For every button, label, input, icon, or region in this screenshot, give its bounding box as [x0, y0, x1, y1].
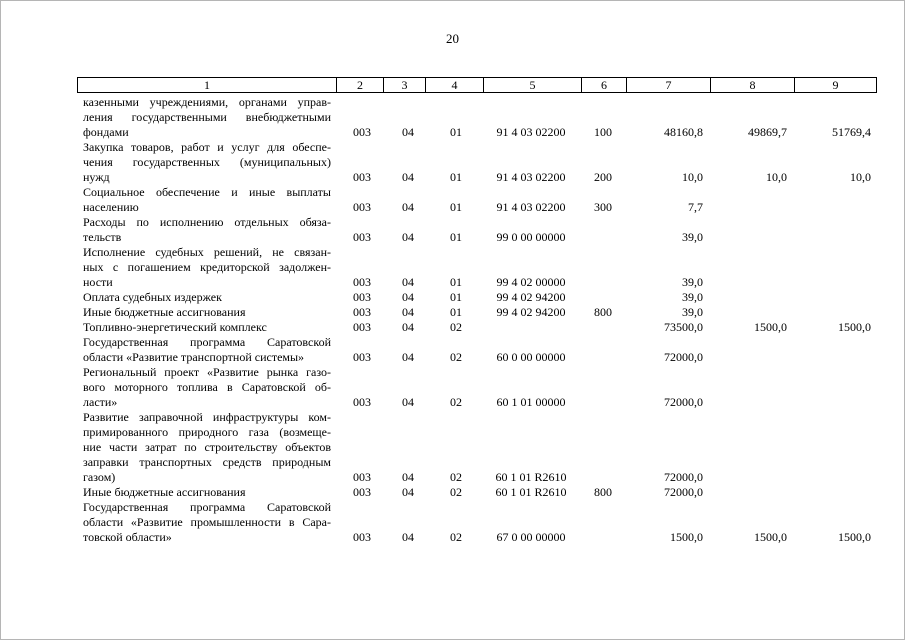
- table-row: [0, 410, 905, 485]
- cell-col-7: 39,0: [682, 305, 703, 319]
- cell-col-3: 04: [402, 350, 414, 364]
- cell-col-7: 72000,0: [664, 350, 703, 364]
- description-line: населению: [83, 200, 139, 214]
- page-number: 20: [446, 31, 459, 46]
- table-row: [0, 320, 905, 335]
- description-line: области «Развитие транспортной системы»: [83, 350, 305, 364]
- cell-col-2: 003: [353, 320, 371, 334]
- description-line: ности: [83, 275, 113, 289]
- description-line: Закупка товаров, работ и услуг для обеспе-: [83, 140, 331, 154]
- cell-col-3: 04: [402, 470, 414, 484]
- cell-col-2: 003: [353, 530, 371, 544]
- cell-col-5: 99 0 00 00000: [496, 230, 566, 244]
- cell-col-6: 100: [594, 125, 612, 139]
- header-col-6: 6: [581, 78, 626, 92]
- row-description: [83, 320, 331, 335]
- description-line: чения государственных (муниципальных): [83, 155, 331, 169]
- description-line: товской области»: [83, 530, 172, 544]
- table-row: [0, 140, 905, 185]
- cell-col-7: 39,0: [682, 290, 703, 304]
- cell-col-4: 02: [450, 485, 462, 499]
- cell-col-4: 02: [450, 350, 462, 364]
- cell-col-4: 02: [450, 470, 462, 484]
- row-description: [83, 290, 331, 305]
- cell-col-4: 01: [450, 170, 462, 184]
- description-line: газом): [83, 470, 116, 484]
- cell-col-2: 003: [353, 125, 371, 139]
- cell-col-8: 49869,7: [748, 125, 787, 139]
- table-row: [0, 365, 905, 410]
- cell-col-2: 003: [353, 170, 371, 184]
- row-description: [83, 215, 331, 245]
- table-row: [0, 305, 905, 320]
- description-line: ласти»: [83, 395, 118, 409]
- row-description: [83, 95, 331, 140]
- cell-col-7: 48160,8: [664, 125, 703, 139]
- table-row: [0, 335, 905, 365]
- cell-col-7: 1500,0: [670, 530, 703, 544]
- cell-col-4: 01: [450, 275, 462, 289]
- cell-col-6: 200: [594, 170, 612, 184]
- table-header: [77, 77, 877, 93]
- cell-col-3: 04: [402, 125, 414, 139]
- cell-col-3: 04: [402, 290, 414, 304]
- cell-col-4: 02: [450, 320, 462, 334]
- cell-col-3: 04: [402, 395, 414, 409]
- cell-col-2: 003: [353, 305, 371, 319]
- cell-col-5: 91 4 03 02200: [496, 200, 566, 214]
- description-line: ние части затрат по строительству объектов: [83, 440, 331, 454]
- description-line: ных с погашением кредиторской задолжен-: [83, 260, 331, 274]
- cell-col-9: 51769,4: [832, 125, 871, 139]
- cell-col-2: 003: [353, 275, 371, 289]
- cell-col-4: 01: [450, 230, 462, 244]
- description-line: Развитие заправочной инфраструктуры ком-: [83, 410, 331, 424]
- cell-col-3: 04: [402, 485, 414, 499]
- cell-col-4: 02: [450, 395, 462, 409]
- cell-col-7: 73500,0: [664, 320, 703, 334]
- cell-col-3: 04: [402, 200, 414, 214]
- cell-col-2: 003: [353, 395, 371, 409]
- header-col-2: 2: [336, 78, 383, 92]
- description-line: области «Развитие промышленности в Сара-: [83, 515, 331, 529]
- description-line: Расходы по исполнению отдельных обяза-: [83, 215, 331, 229]
- row-description: [83, 245, 331, 290]
- table-row: [0, 215, 905, 245]
- cell-col-7: 72000,0: [664, 485, 703, 499]
- cell-col-2: 003: [353, 200, 371, 214]
- cell-col-9: 10,0: [850, 170, 871, 184]
- description-line: Иные бюджетные ассигнования: [83, 305, 246, 319]
- cell-col-8: 1500,0: [754, 320, 787, 334]
- cell-col-5: 91 4 03 02200: [496, 125, 566, 139]
- description-line: Государственная программа Саратовской: [83, 500, 331, 514]
- cell-col-3: 04: [402, 230, 414, 244]
- cell-col-8: 10,0: [766, 170, 787, 184]
- cell-col-2: 003: [353, 230, 371, 244]
- cell-col-2: 003: [353, 290, 371, 304]
- table-row: [0, 485, 905, 500]
- header-col-9: 9: [794, 78, 876, 92]
- header-col-5: 5: [483, 78, 581, 92]
- cell-col-5: 60 1 01 R2610: [495, 485, 567, 499]
- description-line: Оплата судебных издержек: [83, 290, 222, 304]
- description-line: заправки транспортных средств природным: [83, 455, 331, 469]
- cell-col-5: 99 4 02 94200: [496, 290, 566, 304]
- row-description: [83, 305, 331, 320]
- row-description: [83, 500, 331, 545]
- cell-col-7: 72000,0: [664, 395, 703, 409]
- cell-col-4: 01: [450, 200, 462, 214]
- cell-col-4: 01: [450, 305, 462, 319]
- description-line: казенными учреждениями, органами управ-: [83, 95, 331, 109]
- row-description: [83, 140, 331, 185]
- cell-col-7: 39,0: [682, 275, 703, 289]
- cell-col-5: 67 0 00 00000: [496, 530, 566, 544]
- cell-col-7: 10,0: [682, 170, 703, 184]
- description-line: Иные бюджетные ассигнования: [83, 485, 246, 499]
- row-description: [83, 335, 331, 365]
- cell-col-8: 1500,0: [754, 530, 787, 544]
- description-line: вого моторного топлива в Саратовской об-: [83, 380, 331, 394]
- cell-col-9: 1500,0: [838, 320, 871, 334]
- description-line: Социальное обеспечение и иные выплаты: [83, 185, 331, 199]
- header-col-1: 1: [204, 78, 210, 92]
- cell-col-7: 7,7: [688, 200, 703, 214]
- cell-col-5: 91 4 03 02200: [496, 170, 566, 184]
- cell-col-5: 99 4 02 00000: [496, 275, 566, 289]
- cell-col-3: 04: [402, 320, 414, 334]
- table-row: [0, 95, 905, 140]
- cell-col-6: 300: [594, 200, 612, 214]
- cell-col-6: 800: [594, 305, 612, 319]
- table-row: [0, 500, 905, 545]
- cell-col-2: 003: [353, 470, 371, 484]
- cell-col-3: 04: [402, 275, 414, 289]
- row-description: [83, 185, 331, 215]
- cell-col-3: 04: [402, 305, 414, 319]
- table-row: [0, 290, 905, 305]
- header-col-7: 7: [626, 78, 710, 92]
- cell-col-7: 72000,0: [664, 470, 703, 484]
- cell-col-5: 60 1 01 R2610: [495, 470, 567, 484]
- cell-col-2: 003: [353, 350, 371, 364]
- cell-col-5: 99 4 02 94200: [496, 305, 566, 319]
- description-line: примированного природного газа (возмеще-: [83, 425, 331, 439]
- cell-col-5: 60 1 01 00000: [496, 395, 566, 409]
- table-row: [0, 245, 905, 290]
- table-row: [0, 185, 905, 215]
- description-line: тельств: [83, 230, 122, 244]
- cell-col-3: 04: [402, 170, 414, 184]
- description-line: нужд: [83, 170, 110, 184]
- row-description: [83, 410, 331, 485]
- cell-col-7: 39,0: [682, 230, 703, 244]
- cell-col-4: 01: [450, 290, 462, 304]
- header-col-3: 3: [383, 78, 425, 92]
- cell-col-5: 60 0 00 00000: [496, 350, 566, 364]
- cell-col-4: 01: [450, 125, 462, 139]
- description-line: ления государственными внебюджетными: [83, 110, 331, 124]
- description-line: фондами: [83, 125, 129, 139]
- description-line: Государственная программа Саратовской: [83, 335, 331, 349]
- description-line: Исполнение судебных решений, не связан-: [83, 245, 331, 259]
- cell-col-2: 003: [353, 485, 371, 499]
- cell-col-6: 800: [594, 485, 612, 499]
- cell-col-9: 1500,0: [838, 530, 871, 544]
- description-line: Региональный проект «Развитие рынка газо-: [83, 365, 331, 379]
- description-line: Топливно-энергетический комплекс: [83, 320, 267, 334]
- cell-col-4: 02: [450, 530, 462, 544]
- row-description: [83, 365, 331, 410]
- cell-col-3: 04: [402, 530, 414, 544]
- header-col-8: 8: [710, 78, 794, 92]
- header-col-4: 4: [425, 78, 483, 92]
- row-description: [83, 485, 331, 500]
